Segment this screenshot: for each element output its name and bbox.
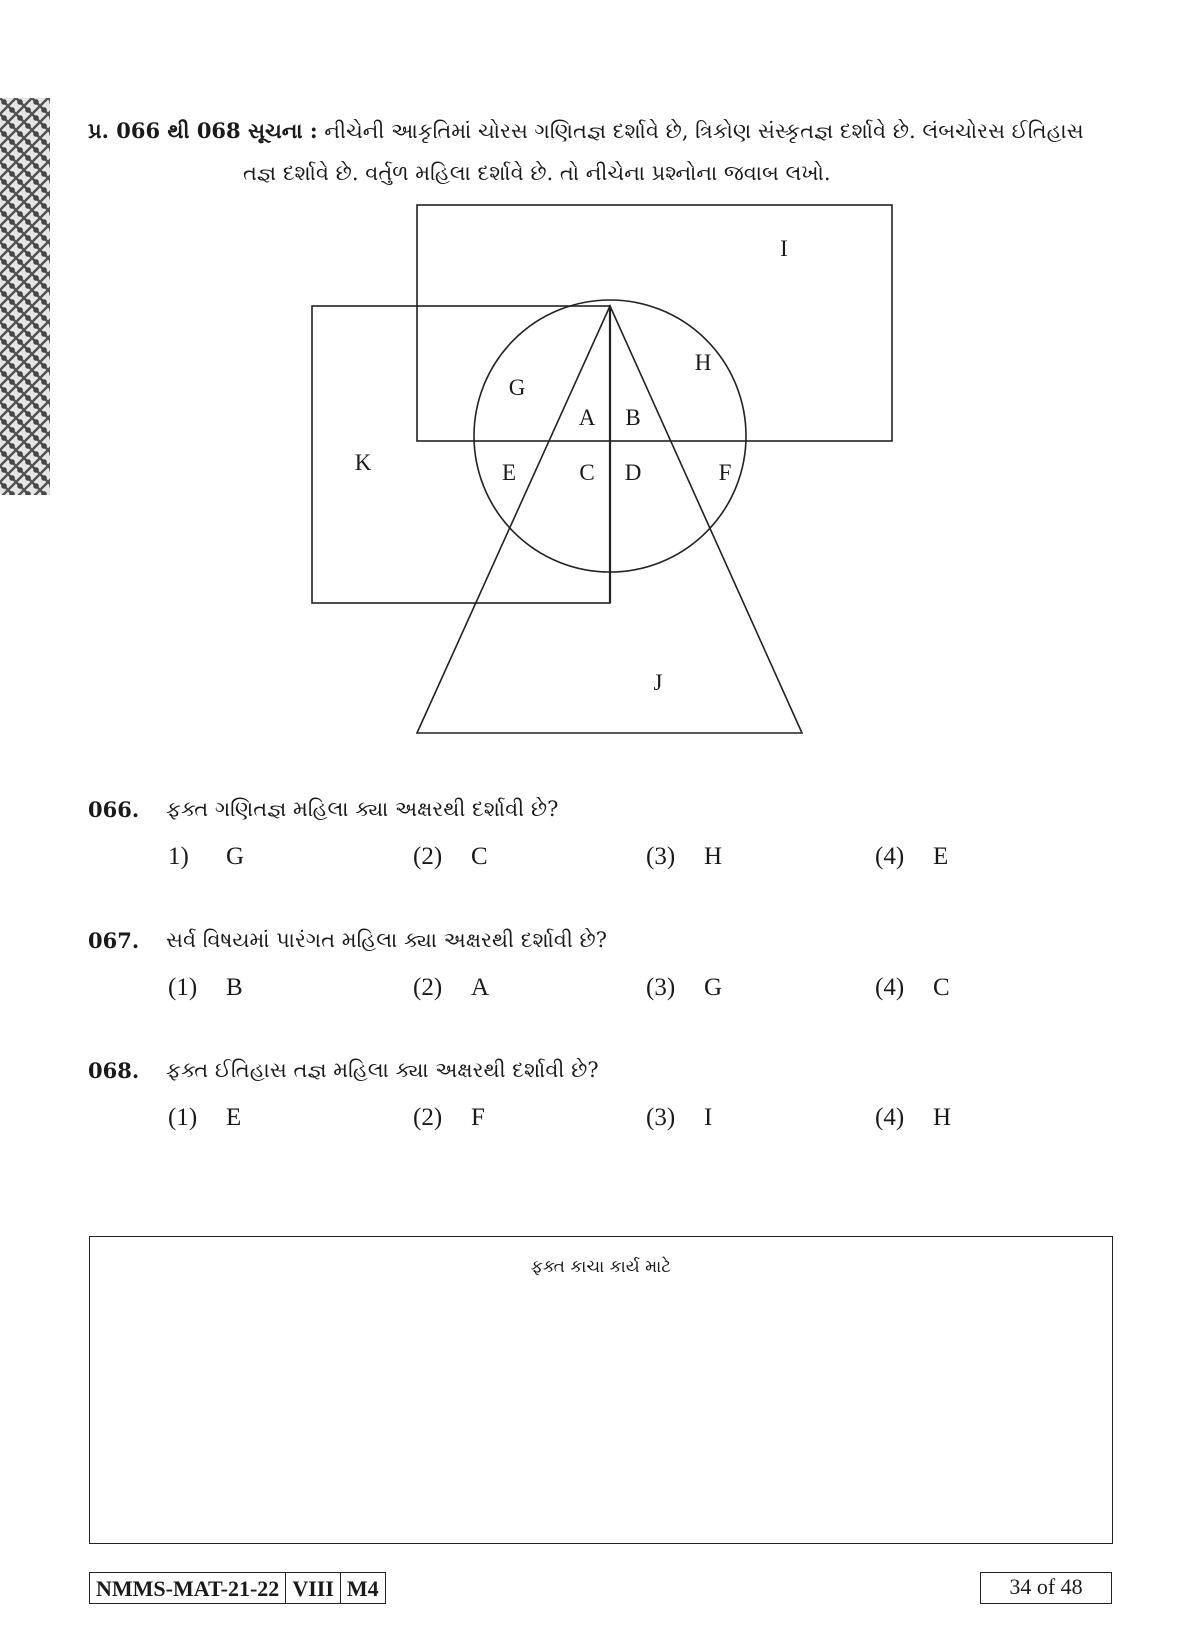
question-number: 068.: [88, 1058, 140, 1083]
venn-diagram: [0, 0, 1200, 760]
option-3[interactable]: [646, 1104, 712, 1132]
region-label-k: K: [354, 450, 372, 475]
option-value: G: [226, 843, 245, 870]
option-3[interactable]: [646, 843, 722, 871]
question-text: ફક્ત ઈતિહાસ તજ્ઞ મહિલા ક્યા અક્ષરથી દર્શાવી છે?: [166, 1058, 599, 1082]
option-value: B: [226, 974, 243, 1001]
option-value: A: [471, 974, 490, 1001]
option-1[interactable]: [168, 843, 244, 871]
option-label: (1): [168, 1104, 198, 1131]
rough-work-box: [89, 1236, 1113, 1544]
page-number: 34 of 48: [980, 1572, 1112, 1604]
option-value: E: [226, 1104, 242, 1131]
option-4[interactable]: [875, 1104, 951, 1132]
option-1[interactable]: [168, 1104, 241, 1132]
option-value: E: [933, 843, 949, 870]
option-label: (2): [413, 974, 443, 1001]
region-label-d: D: [624, 460, 642, 485]
question-number: 066.: [88, 797, 140, 822]
instruction-label: પ્ર. 066 થી 068 સૂચના :: [88, 118, 318, 143]
option-label: (4): [875, 1104, 905, 1131]
region-label-a: A: [578, 405, 596, 430]
region-label-c: C: [579, 460, 595, 485]
option-2[interactable]: [413, 974, 489, 1002]
question-text: ફક્ત ગણિતજ્ઞ મહિલા ક્યા અક્ષરથી દર્શાવી છે?: [166, 797, 559, 821]
exam-standard: VIII: [286, 1573, 341, 1603]
option-label: (3): [646, 843, 676, 870]
region-label-e: E: [501, 460, 517, 485]
option-4[interactable]: [875, 843, 948, 871]
option-value: C: [933, 974, 950, 1001]
option-label: (2): [413, 1104, 443, 1131]
option-value: H: [704, 843, 723, 870]
option-label: (4): [875, 974, 905, 1001]
exam-medium: M4: [346, 1576, 379, 1601]
rough-work-title: ફક્ત કાચા કાર્ય માટે: [530, 1257, 672, 1277]
options-row: [168, 974, 1068, 1010]
option-2[interactable]: [413, 1104, 485, 1132]
option-label: (3): [646, 1104, 676, 1131]
option-value: G: [704, 974, 723, 1001]
option-label: (4): [875, 843, 905, 870]
option-value: H: [933, 1104, 952, 1131]
option-4[interactable]: [875, 974, 950, 1002]
footer-exam-code: [89, 1572, 386, 1604]
option-label: (1): [168, 974, 198, 1001]
option-value: I: [704, 1104, 713, 1131]
option-value: C: [471, 843, 488, 870]
instruction-line-2: તજ્ઞ દર્શાવે છે. વર્તુળ મહિલા દર્શાવે છે. તો નીચેના પ્રશ્નોના જવાબ લખો.: [243, 161, 831, 185]
region-label-b: B: [625, 405, 641, 430]
instruction-text-1: નીચેની આકૃતિમાં ચોરસ ગણિતજ્ઞ દર્શાવે છે, ત્રિકોણ સંસ્કૃતજ્ઞ દર્શાવે છે. લંબચોરસ ઈતિહાસ: [324, 119, 1084, 143]
region-label-f: F: [718, 460, 732, 485]
option-label: (2): [413, 843, 443, 870]
options-row: [168, 843, 1068, 879]
region-label-i: I: [780, 236, 788, 261]
option-2[interactable]: [413, 843, 488, 871]
option-label: 1): [168, 843, 189, 870]
option-3[interactable]: [646, 974, 722, 1002]
option-value: F: [471, 1104, 485, 1131]
region-label-h: H: [694, 350, 712, 375]
exam-code: NMMS-MAT-21-22: [90, 1573, 286, 1603]
region-label-g: G: [508, 375, 526, 400]
region-label-j: J: [653, 670, 663, 695]
question-text: સર્વ વિષયમાં પારંગત મહિલા ક્યા અક્ષરથી દર્શાવી છે?: [166, 928, 608, 952]
option-1[interactable]: [168, 974, 243, 1002]
question-number: 067.: [88, 928, 140, 953]
options-row: [168, 1104, 1068, 1140]
option-label: (3): [646, 974, 676, 1001]
